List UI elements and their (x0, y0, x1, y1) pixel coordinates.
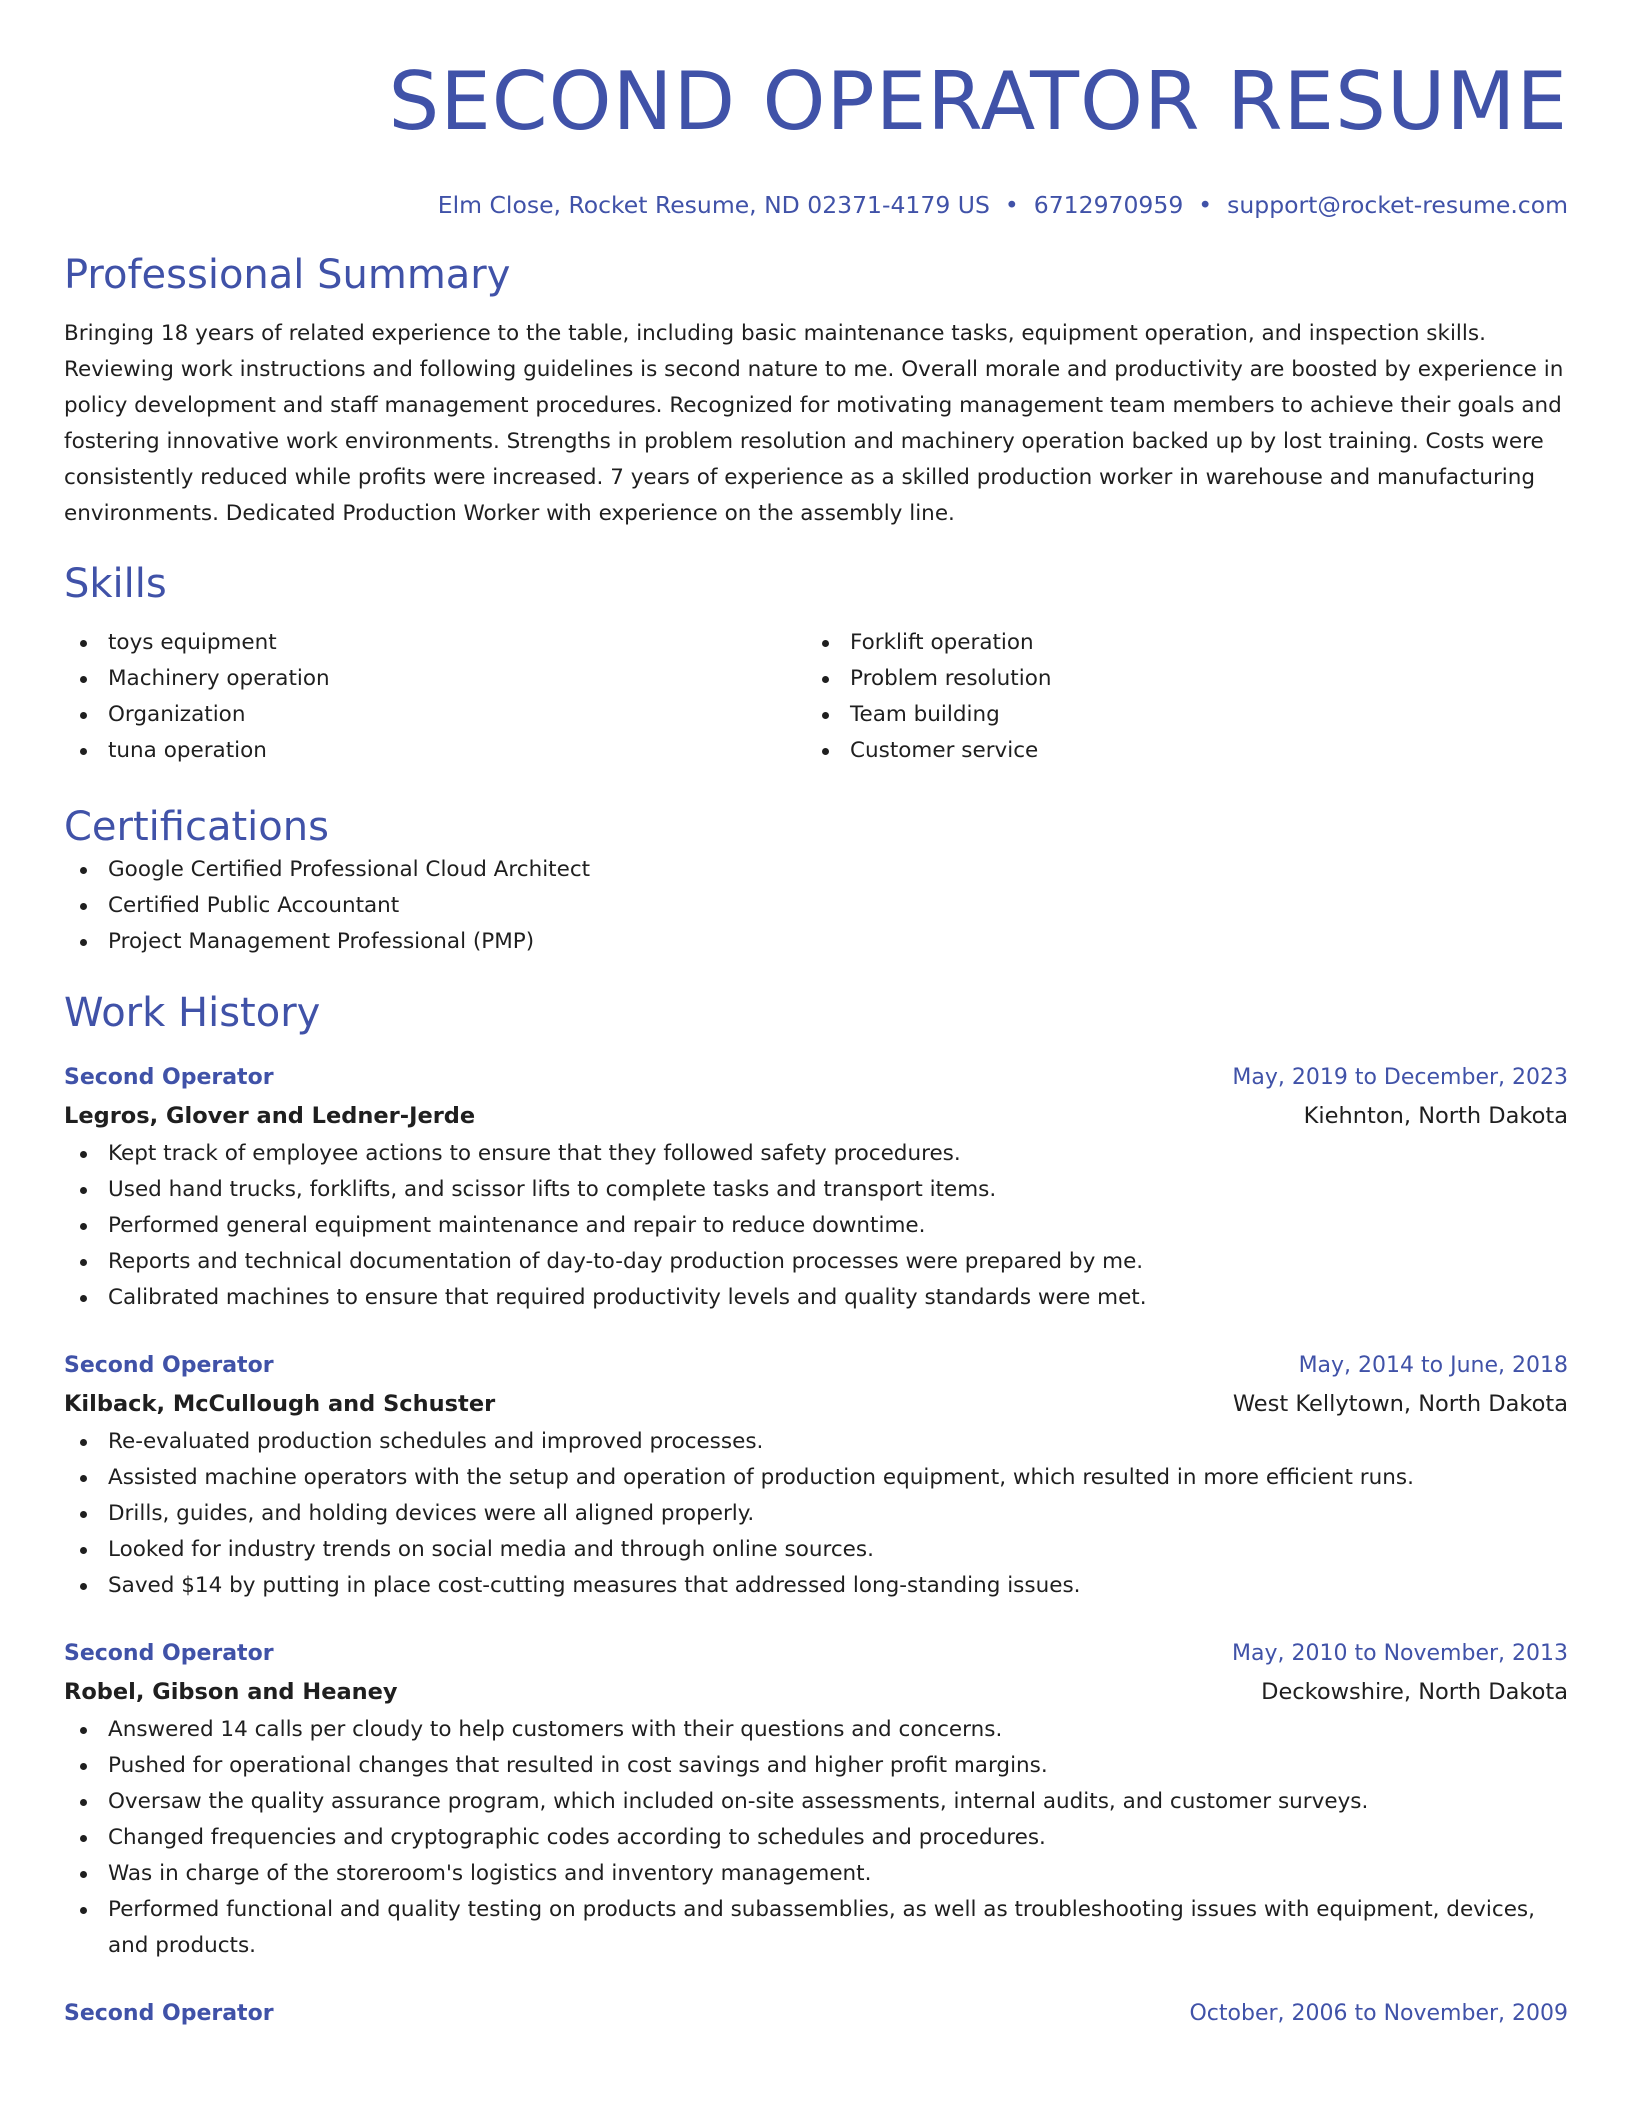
duty-item: Drills, guides, and holding devices were all aligned properly. (64, 1496, 1568, 1532)
skill-item: tuna operation (64, 733, 806, 769)
skill-item: Forklift operation (806, 625, 1548, 661)
skill-item: Team building (806, 697, 1548, 733)
job-company: Kilback, McCullough and Schuster (64, 1391, 496, 1417)
certification-item: Project Management Professional (PMP) (64, 924, 1568, 960)
contact-address: Elm Close, Rocket Resume, ND 02371-4179 US (437, 191, 990, 219)
duty-item: Answered 14 calls per cloudy to help customers with their questions and concerns. (64, 1712, 1568, 1748)
job-company: Legros, Glover and Ledner-Jerde (64, 1103, 476, 1129)
skill-item: Organization (64, 697, 806, 733)
skill-item: Machinery operation (64, 661, 806, 697)
job-entry (64, 1348, 1568, 1604)
job-dates: May, 2014 to June, 2018 (1298, 1353, 1568, 1378)
resume-title: SECOND OPERATOR RESUME (388, 55, 1568, 148)
job-location: Deckowshire, North Dakota (1261, 1679, 1568, 1705)
job-duties (64, 1712, 1568, 1964)
job-dates: October, 2006 to November, 2009 (1189, 2001, 1568, 2026)
duty-item: Saved $14 by putting in place cost-cutting measures that addressed long-standing issues. (64, 1568, 1568, 1604)
job-dates: May, 2010 to November, 2013 (1232, 1641, 1568, 1666)
job-entry (64, 1060, 1568, 1316)
job-title: Second Operator (64, 1353, 274, 1378)
certifications-heading: Certifications (64, 804, 329, 850)
certifications-list (64, 852, 1568, 960)
certification-item: Google Certified Professional Cloud Architect (64, 852, 1568, 888)
certification-item: Certified Public Accountant (64, 888, 1568, 924)
skills-column-left (64, 625, 806, 769)
job-entry (64, 1636, 1568, 1964)
work-history-heading: Work History (64, 990, 321, 1036)
skills-heading: Skills (64, 561, 167, 607)
skill-item: toys equipment (64, 625, 806, 661)
duty-item: Assisted machine operators with the setup and operation of production equipment, which resulted in more efficient runs. (64, 1460, 1568, 1496)
duty-item: Reports and technical documentation of day-to-day production processes were prepared by me. (64, 1244, 1568, 1280)
job-location: West Kellytown, North Dakota (1232, 1391, 1568, 1417)
duty-item: Changed frequencies and cryptographic codes according to schedules and procedures. (64, 1820, 1568, 1856)
job-duties (64, 1136, 1568, 1316)
job-location: Kiehnton, North Dakota (1303, 1103, 1568, 1129)
bullet-separator: • (1004, 191, 1019, 219)
duty-item: Was in charge of the storeroom's logistics and inventory management. (64, 1856, 1568, 1892)
job-title: Second Operator (64, 1641, 274, 1666)
skill-item: Problem resolution (806, 661, 1548, 697)
job-dates: May, 2019 to December, 2023 (1232, 1065, 1568, 1090)
job-title: Second Operator (64, 2001, 274, 2026)
bullet-separator: • (1198, 191, 1213, 219)
duty-item: Pushed for operational changes that resulted in cost savings and higher profit margins. (64, 1748, 1568, 1784)
duty-item: Re-evaluated production schedules and improved processes. (64, 1424, 1568, 1460)
duty-item: Performed functional and quality testing on products and subassemblies, as well as troubleshooting issues with equipment, devices, and products. (64, 1892, 1568, 1964)
skills-column-right (806, 625, 1548, 769)
duty-item: Calibrated machines to ensure that required productivity levels and quality standards were met. (64, 1280, 1568, 1316)
contact-email[interactable]: support@rocket-resume.com (1227, 191, 1568, 219)
duty-item: Used hand trucks, forklifts, and scissor lifts to complete tasks and transport items. (64, 1172, 1568, 1208)
summary-text: Bringing 18 years of related experience to the table, including basic maintenance tasks, equipment operation, and inspection skills. Reviewing work instructions and following guidelines is second nature to me. Overall morale and productivity are boosted by experience in policy development and staff management procedures. Recognized for motivating management team members to achieve their goals and fostering innovative work environments. Strengths in problem resolution and machinery operation backed up by lost training. Costs were consistently reduced while profits were increased. 7 years of experience as a skilled production worker in warehouse and manufacturing environments. Dedicated Production Worker with experience on the assembly line. (64, 321, 1564, 526)
skill-item: Customer service (806, 733, 1548, 769)
contact-phone: 6712970959 (1033, 191, 1184, 219)
skills-list (64, 625, 1568, 769)
job-entry (64, 1996, 1568, 2032)
duty-item: Looked for industry trends on social media and through online sources. (64, 1532, 1568, 1568)
job-duties (64, 1424, 1568, 1604)
duty-item: Performed general equipment maintenance and repair to reduce downtime. (64, 1208, 1568, 1244)
duty-item: Oversaw the quality assurance program, which included on-site assessments, internal audits, and customer surveys. (64, 1784, 1568, 1820)
resume-page (64, 0, 1568, 2032)
job-company: Robel, Gibson and Heaney (64, 1679, 398, 1705)
contact-line (64, 190, 1568, 220)
job-title: Second Operator (64, 1065, 274, 1090)
duty-item: Kept track of employee actions to ensure that they followed safety procedures. (64, 1136, 1568, 1172)
summary-heading: Professional Summary (64, 252, 511, 298)
